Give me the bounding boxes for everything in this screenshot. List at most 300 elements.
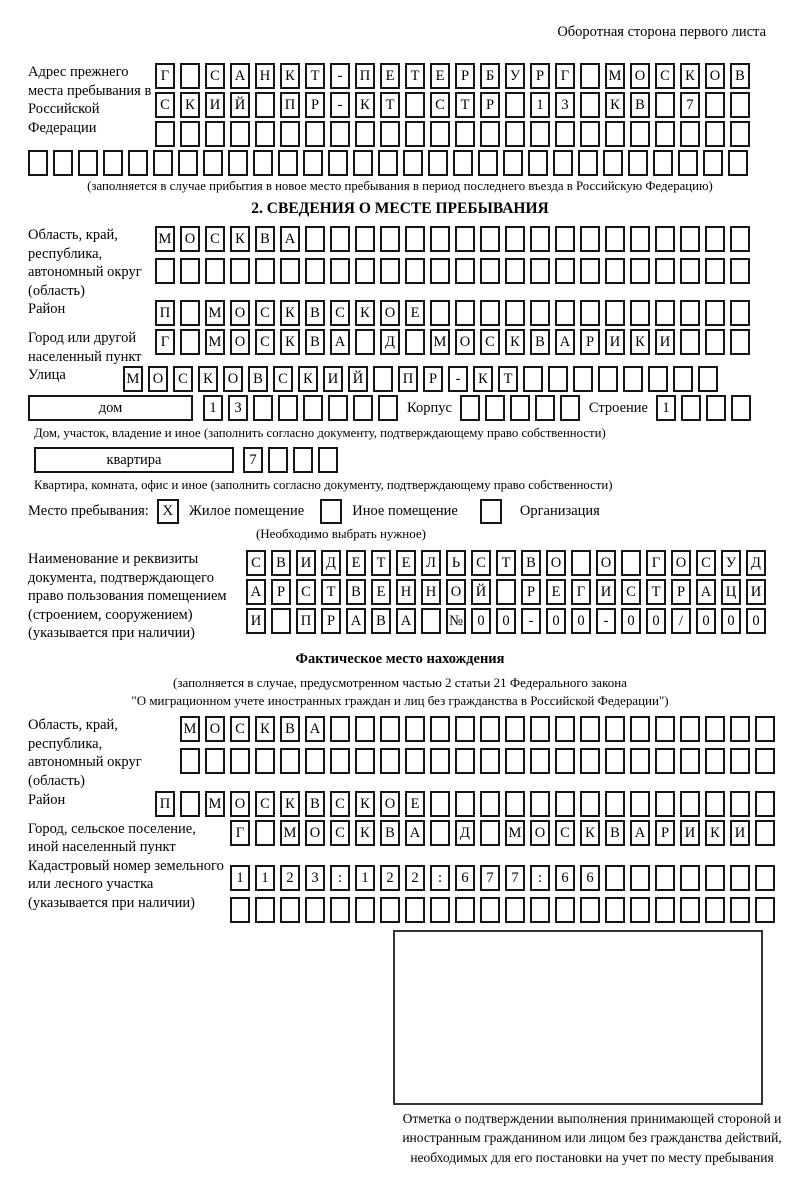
char-cell[interactable] <box>703 150 723 176</box>
char-cell[interactable]: 2 <box>405 865 425 891</box>
char-cell[interactable] <box>630 226 650 252</box>
char-cell[interactable]: Е <box>371 579 391 605</box>
char-cell[interactable] <box>505 748 525 774</box>
char-cell[interactable] <box>580 300 600 326</box>
char-cell[interactable]: И <box>680 820 700 846</box>
char-cell[interactable]: 0 <box>496 608 516 634</box>
char-cell[interactable] <box>255 121 275 147</box>
char-cell[interactable]: М <box>205 300 225 326</box>
char-cell[interactable] <box>230 258 250 284</box>
char-cell[interactable] <box>730 258 750 284</box>
char-cell[interactable] <box>155 121 175 147</box>
char-cell[interactable]: П <box>355 63 375 89</box>
char-cell[interactable] <box>580 226 600 252</box>
char-cell[interactable]: О <box>380 791 400 817</box>
other-premises-checkbox[interactable] <box>320 499 342 524</box>
char-cell[interactable] <box>405 748 425 774</box>
char-cell[interactable]: И <box>205 92 225 118</box>
char-cell[interactable] <box>280 748 300 774</box>
char-cell[interactable] <box>605 300 625 326</box>
char-cell[interactable] <box>705 121 725 147</box>
char-cell[interactable] <box>253 395 273 421</box>
char-cell[interactable] <box>571 550 591 576</box>
char-cell[interactable]: С <box>555 820 575 846</box>
char-cell[interactable]: Г <box>555 63 575 89</box>
char-cell[interactable] <box>480 226 500 252</box>
char-cell[interactable]: С <box>155 92 175 118</box>
char-cell[interactable] <box>705 300 725 326</box>
char-cell[interactable]: Г <box>646 550 666 576</box>
char-cell[interactable] <box>730 865 750 891</box>
char-cell[interactable]: Р <box>271 579 291 605</box>
char-cell[interactable] <box>430 820 450 846</box>
char-cell[interactable] <box>555 716 575 742</box>
char-cell[interactable] <box>353 150 373 176</box>
char-cell[interactable] <box>505 897 525 923</box>
char-cell[interactable]: М <box>180 716 200 742</box>
char-cell[interactable] <box>380 121 400 147</box>
char-cell[interactable]: С <box>430 92 450 118</box>
char-cell[interactable]: Р <box>671 579 691 605</box>
char-cell[interactable]: О <box>305 820 325 846</box>
char-cell[interactable]: 1 <box>355 865 375 891</box>
char-cell[interactable] <box>530 226 550 252</box>
char-cell[interactable]: Р <box>521 579 541 605</box>
char-cell[interactable]: В <box>380 820 400 846</box>
char-cell[interactable] <box>555 791 575 817</box>
char-cell[interactable]: 3 <box>228 395 248 421</box>
char-cell[interactable] <box>205 258 225 284</box>
char-cell[interactable] <box>680 791 700 817</box>
char-cell[interactable]: М <box>205 329 225 355</box>
char-cell[interactable] <box>555 748 575 774</box>
char-cell[interactable] <box>355 329 375 355</box>
char-cell[interactable] <box>731 395 751 421</box>
char-cell[interactable]: С <box>273 366 293 392</box>
char-cell[interactable] <box>680 226 700 252</box>
char-cell[interactable]: К <box>473 366 493 392</box>
char-cell[interactable]: Т <box>455 92 475 118</box>
char-cell[interactable]: Е <box>346 550 366 576</box>
char-cell[interactable] <box>580 92 600 118</box>
char-cell[interactable]: К <box>198 366 218 392</box>
char-cell[interactable]: 7 <box>243 447 263 473</box>
char-cell[interactable] <box>380 716 400 742</box>
char-cell[interactable] <box>180 258 200 284</box>
char-cell[interactable] <box>505 92 525 118</box>
char-cell[interactable]: 1 <box>203 395 223 421</box>
char-cell[interactable]: И <box>746 579 766 605</box>
char-cell[interactable]: С <box>696 550 716 576</box>
char-cell[interactable] <box>655 716 675 742</box>
char-cell[interactable] <box>180 63 200 89</box>
char-cell[interactable]: О <box>630 63 650 89</box>
char-cell[interactable] <box>580 121 600 147</box>
char-cell[interactable]: Т <box>646 579 666 605</box>
char-cell[interactable] <box>330 258 350 284</box>
char-cell[interactable] <box>755 716 775 742</box>
char-cell[interactable] <box>528 150 548 176</box>
char-cell[interactable]: В <box>530 329 550 355</box>
char-cell[interactable]: В <box>248 366 268 392</box>
char-cell[interactable] <box>730 121 750 147</box>
char-cell[interactable] <box>505 716 525 742</box>
char-cell[interactable] <box>505 226 525 252</box>
char-cell[interactable] <box>128 150 148 176</box>
char-cell[interactable]: О <box>455 329 475 355</box>
char-cell[interactable] <box>505 791 525 817</box>
char-cell[interactable] <box>480 897 500 923</box>
char-cell[interactable] <box>303 395 323 421</box>
char-cell[interactable]: 2 <box>280 865 300 891</box>
char-cell[interactable] <box>380 748 400 774</box>
char-cell[interactable] <box>530 716 550 742</box>
char-cell[interactable]: У <box>505 63 525 89</box>
char-cell[interactable] <box>330 897 350 923</box>
char-cell[interactable] <box>255 92 275 118</box>
char-cell[interactable]: С <box>255 300 275 326</box>
char-cell[interactable]: 0 <box>571 608 591 634</box>
char-cell[interactable]: А <box>405 820 425 846</box>
char-cell[interactable] <box>230 748 250 774</box>
char-cell[interactable]: С <box>330 791 350 817</box>
char-cell[interactable] <box>430 748 450 774</box>
char-cell[interactable] <box>405 121 425 147</box>
char-cell[interactable]: Р <box>305 92 325 118</box>
char-cell[interactable]: К <box>255 716 275 742</box>
char-cell[interactable] <box>530 121 550 147</box>
char-cell[interactable] <box>553 150 573 176</box>
char-cell[interactable]: : <box>430 865 450 891</box>
char-cell[interactable] <box>328 150 348 176</box>
char-cell[interactable] <box>630 791 650 817</box>
char-cell[interactable] <box>603 150 623 176</box>
char-cell[interactable] <box>405 226 425 252</box>
char-cell[interactable]: С <box>230 716 250 742</box>
char-cell[interactable] <box>605 226 625 252</box>
char-cell[interactable] <box>305 748 325 774</box>
char-cell[interactable] <box>303 150 323 176</box>
char-cell[interactable]: К <box>280 329 300 355</box>
char-cell[interactable]: 7 <box>680 92 700 118</box>
char-cell[interactable]: В <box>255 226 275 252</box>
char-cell[interactable] <box>480 748 500 774</box>
char-cell[interactable] <box>680 748 700 774</box>
char-cell[interactable]: О <box>223 366 243 392</box>
char-cell[interactable]: А <box>696 579 716 605</box>
char-cell[interactable]: К <box>298 366 318 392</box>
char-cell[interactable]: Б <box>480 63 500 89</box>
char-cell[interactable] <box>730 716 750 742</box>
char-cell[interactable]: Т <box>371 550 391 576</box>
char-cell[interactable]: 0 <box>721 608 741 634</box>
char-cell[interactable] <box>755 897 775 923</box>
char-cell[interactable] <box>730 897 750 923</box>
char-cell[interactable]: О <box>230 791 250 817</box>
char-cell[interactable] <box>305 226 325 252</box>
char-cell[interactable]: Р <box>455 63 475 89</box>
char-cell[interactable] <box>378 150 398 176</box>
char-cell[interactable]: М <box>155 226 175 252</box>
char-cell[interactable]: 0 <box>471 608 491 634</box>
char-cell[interactable] <box>255 258 275 284</box>
char-cell[interactable]: С <box>173 366 193 392</box>
char-cell[interactable]: О <box>530 820 550 846</box>
char-cell[interactable]: В <box>605 820 625 846</box>
char-cell[interactable] <box>755 791 775 817</box>
char-cell[interactable]: О <box>705 63 725 89</box>
char-cell[interactable]: 7 <box>480 865 500 891</box>
char-cell[interactable]: П <box>155 791 175 817</box>
char-cell[interactable] <box>655 748 675 774</box>
char-cell[interactable] <box>480 300 500 326</box>
char-cell[interactable] <box>205 121 225 147</box>
char-cell[interactable]: А <box>246 579 266 605</box>
char-cell[interactable] <box>655 865 675 891</box>
char-cell[interactable]: К <box>355 820 375 846</box>
char-cell[interactable] <box>698 366 718 392</box>
char-cell[interactable]: О <box>546 550 566 576</box>
char-cell[interactable] <box>705 716 725 742</box>
char-cell[interactable] <box>655 791 675 817</box>
char-cell[interactable] <box>228 150 248 176</box>
char-cell[interactable] <box>480 716 500 742</box>
char-cell[interactable] <box>271 608 291 634</box>
char-cell[interactable] <box>580 716 600 742</box>
char-cell[interactable]: Д <box>321 550 341 576</box>
char-cell[interactable] <box>405 92 425 118</box>
char-cell[interactable] <box>728 150 748 176</box>
char-cell[interactable]: : <box>530 865 550 891</box>
char-cell[interactable] <box>580 258 600 284</box>
char-cell[interactable]: И <box>323 366 343 392</box>
char-cell[interactable] <box>453 150 473 176</box>
char-cell[interactable]: А <box>280 226 300 252</box>
char-cell[interactable] <box>180 121 200 147</box>
char-cell[interactable] <box>555 121 575 147</box>
char-cell[interactable] <box>403 150 423 176</box>
char-cell[interactable] <box>680 716 700 742</box>
char-cell[interactable] <box>705 865 725 891</box>
char-cell[interactable]: К <box>280 300 300 326</box>
char-cell[interactable]: С <box>655 63 675 89</box>
char-cell[interactable] <box>505 121 525 147</box>
char-cell[interactable] <box>678 150 698 176</box>
char-cell[interactable]: Н <box>421 579 441 605</box>
char-cell[interactable] <box>155 258 175 284</box>
char-cell[interactable] <box>180 791 200 817</box>
char-cell[interactable] <box>178 150 198 176</box>
char-cell[interactable] <box>280 897 300 923</box>
char-cell[interactable]: К <box>355 300 375 326</box>
char-cell[interactable]: В <box>280 716 300 742</box>
char-cell[interactable] <box>293 447 313 473</box>
char-cell[interactable] <box>455 300 475 326</box>
char-cell[interactable] <box>405 716 425 742</box>
char-cell[interactable] <box>255 897 275 923</box>
char-cell[interactable] <box>605 748 625 774</box>
char-cell[interactable] <box>655 300 675 326</box>
char-cell[interactable] <box>355 258 375 284</box>
char-cell[interactable] <box>430 121 450 147</box>
char-cell[interactable] <box>621 550 641 576</box>
char-cell[interactable]: С <box>255 791 275 817</box>
char-cell[interactable]: А <box>346 608 366 634</box>
char-cell[interactable]: 1 <box>530 92 550 118</box>
char-cell[interactable]: 0 <box>621 608 641 634</box>
char-cell[interactable]: Е <box>405 791 425 817</box>
char-cell[interactable] <box>355 748 375 774</box>
char-cell[interactable] <box>180 329 200 355</box>
char-cell[interactable] <box>428 150 448 176</box>
char-cell[interactable] <box>680 300 700 326</box>
char-cell[interactable]: М <box>205 791 225 817</box>
char-cell[interactable] <box>255 820 275 846</box>
char-cell[interactable] <box>78 150 98 176</box>
char-cell[interactable] <box>730 300 750 326</box>
char-cell[interactable] <box>655 121 675 147</box>
char-cell[interactable]: М <box>505 820 525 846</box>
char-cell[interactable] <box>680 121 700 147</box>
char-cell[interactable] <box>480 820 500 846</box>
char-cell[interactable]: О <box>205 716 225 742</box>
char-cell[interactable] <box>623 366 643 392</box>
char-cell[interactable] <box>280 121 300 147</box>
char-cell[interactable] <box>705 226 725 252</box>
char-cell[interactable]: Ь <box>446 550 466 576</box>
char-cell[interactable]: К <box>630 329 650 355</box>
char-cell[interactable] <box>730 226 750 252</box>
char-cell[interactable] <box>555 258 575 284</box>
char-cell[interactable] <box>605 121 625 147</box>
char-cell[interactable]: 3 <box>305 865 325 891</box>
char-cell[interactable] <box>705 791 725 817</box>
char-cell[interactable]: А <box>630 820 650 846</box>
char-cell[interactable] <box>706 395 726 421</box>
char-cell[interactable] <box>598 366 618 392</box>
char-cell[interactable] <box>755 865 775 891</box>
char-cell[interactable]: Т <box>305 63 325 89</box>
residential-checkbox[interactable]: X <box>157 499 179 524</box>
char-cell[interactable] <box>605 897 625 923</box>
char-cell[interactable]: 0 <box>546 608 566 634</box>
char-cell[interactable]: Г <box>230 820 250 846</box>
char-cell[interactable]: Т <box>380 92 400 118</box>
char-cell[interactable]: 3 <box>555 92 575 118</box>
char-cell[interactable] <box>455 121 475 147</box>
char-cell[interactable]: / <box>671 608 691 634</box>
char-cell[interactable]: П <box>155 300 175 326</box>
char-cell[interactable] <box>153 150 173 176</box>
char-cell[interactable] <box>605 791 625 817</box>
char-cell[interactable]: О <box>180 226 200 252</box>
char-cell[interactable]: Р <box>530 63 550 89</box>
char-cell[interactable] <box>278 395 298 421</box>
char-cell[interactable]: Н <box>396 579 416 605</box>
char-cell[interactable]: Е <box>405 300 425 326</box>
organization-checkbox[interactable] <box>480 499 502 524</box>
char-cell[interactable] <box>578 150 598 176</box>
char-cell[interactable] <box>205 748 225 774</box>
char-cell[interactable] <box>505 300 525 326</box>
char-cell[interactable]: Р <box>480 92 500 118</box>
char-cell[interactable]: С <box>205 63 225 89</box>
char-cell[interactable] <box>755 820 775 846</box>
char-cell[interactable]: К <box>680 63 700 89</box>
char-cell[interactable] <box>555 897 575 923</box>
char-cell[interactable]: Л <box>421 550 441 576</box>
char-cell[interactable] <box>655 226 675 252</box>
char-cell[interactable] <box>705 258 725 284</box>
char-cell[interactable] <box>630 748 650 774</box>
char-cell[interactable] <box>430 300 450 326</box>
char-cell[interactable]: О <box>596 550 616 576</box>
char-cell[interactable]: Ц <box>721 579 741 605</box>
char-cell[interactable] <box>430 716 450 742</box>
char-cell[interactable] <box>28 150 48 176</box>
char-cell[interactable]: В <box>521 550 541 576</box>
char-cell[interactable] <box>630 865 650 891</box>
char-cell[interactable]: 2 <box>380 865 400 891</box>
char-cell[interactable]: И <box>246 608 266 634</box>
char-cell[interactable]: И <box>296 550 316 576</box>
char-cell[interactable]: Т <box>496 550 516 576</box>
char-cell[interactable] <box>705 897 725 923</box>
char-cell[interactable]: И <box>730 820 750 846</box>
char-cell[interactable]: - <box>596 608 616 634</box>
char-cell[interactable]: Е <box>380 63 400 89</box>
char-cell[interactable] <box>680 865 700 891</box>
char-cell[interactable] <box>628 150 648 176</box>
char-cell[interactable]: П <box>280 92 300 118</box>
char-cell[interactable]: Е <box>546 579 566 605</box>
char-cell[interactable]: В <box>305 329 325 355</box>
char-cell[interactable]: У <box>721 550 741 576</box>
char-cell[interactable] <box>268 447 288 473</box>
char-cell[interactable]: - <box>521 608 541 634</box>
char-cell[interactable]: М <box>280 820 300 846</box>
char-cell[interactable] <box>405 329 425 355</box>
char-cell[interactable]: Р <box>655 820 675 846</box>
char-cell[interactable] <box>580 63 600 89</box>
char-cell[interactable] <box>355 716 375 742</box>
char-cell[interactable]: А <box>330 329 350 355</box>
char-cell[interactable] <box>230 897 250 923</box>
char-cell[interactable]: И <box>596 579 616 605</box>
char-cell[interactable] <box>730 748 750 774</box>
char-cell[interactable] <box>530 897 550 923</box>
char-cell[interactable] <box>355 226 375 252</box>
char-cell[interactable] <box>280 258 300 284</box>
char-cell[interactable]: Й <box>348 366 368 392</box>
char-cell[interactable] <box>555 226 575 252</box>
char-cell[interactable]: 1 <box>255 865 275 891</box>
char-cell[interactable]: В <box>305 791 325 817</box>
char-cell[interactable] <box>560 395 580 421</box>
char-cell[interactable]: Р <box>423 366 443 392</box>
char-cell[interactable] <box>455 897 475 923</box>
char-cell[interactable]: Г <box>155 329 175 355</box>
char-cell[interactable] <box>730 92 750 118</box>
char-cell[interactable]: Р <box>580 329 600 355</box>
char-cell[interactable] <box>355 121 375 147</box>
char-cell[interactable]: К <box>180 92 200 118</box>
char-cell[interactable] <box>510 395 530 421</box>
char-cell[interactable]: И <box>605 329 625 355</box>
char-cell[interactable] <box>480 121 500 147</box>
char-cell[interactable] <box>330 716 350 742</box>
char-cell[interactable]: К <box>580 820 600 846</box>
